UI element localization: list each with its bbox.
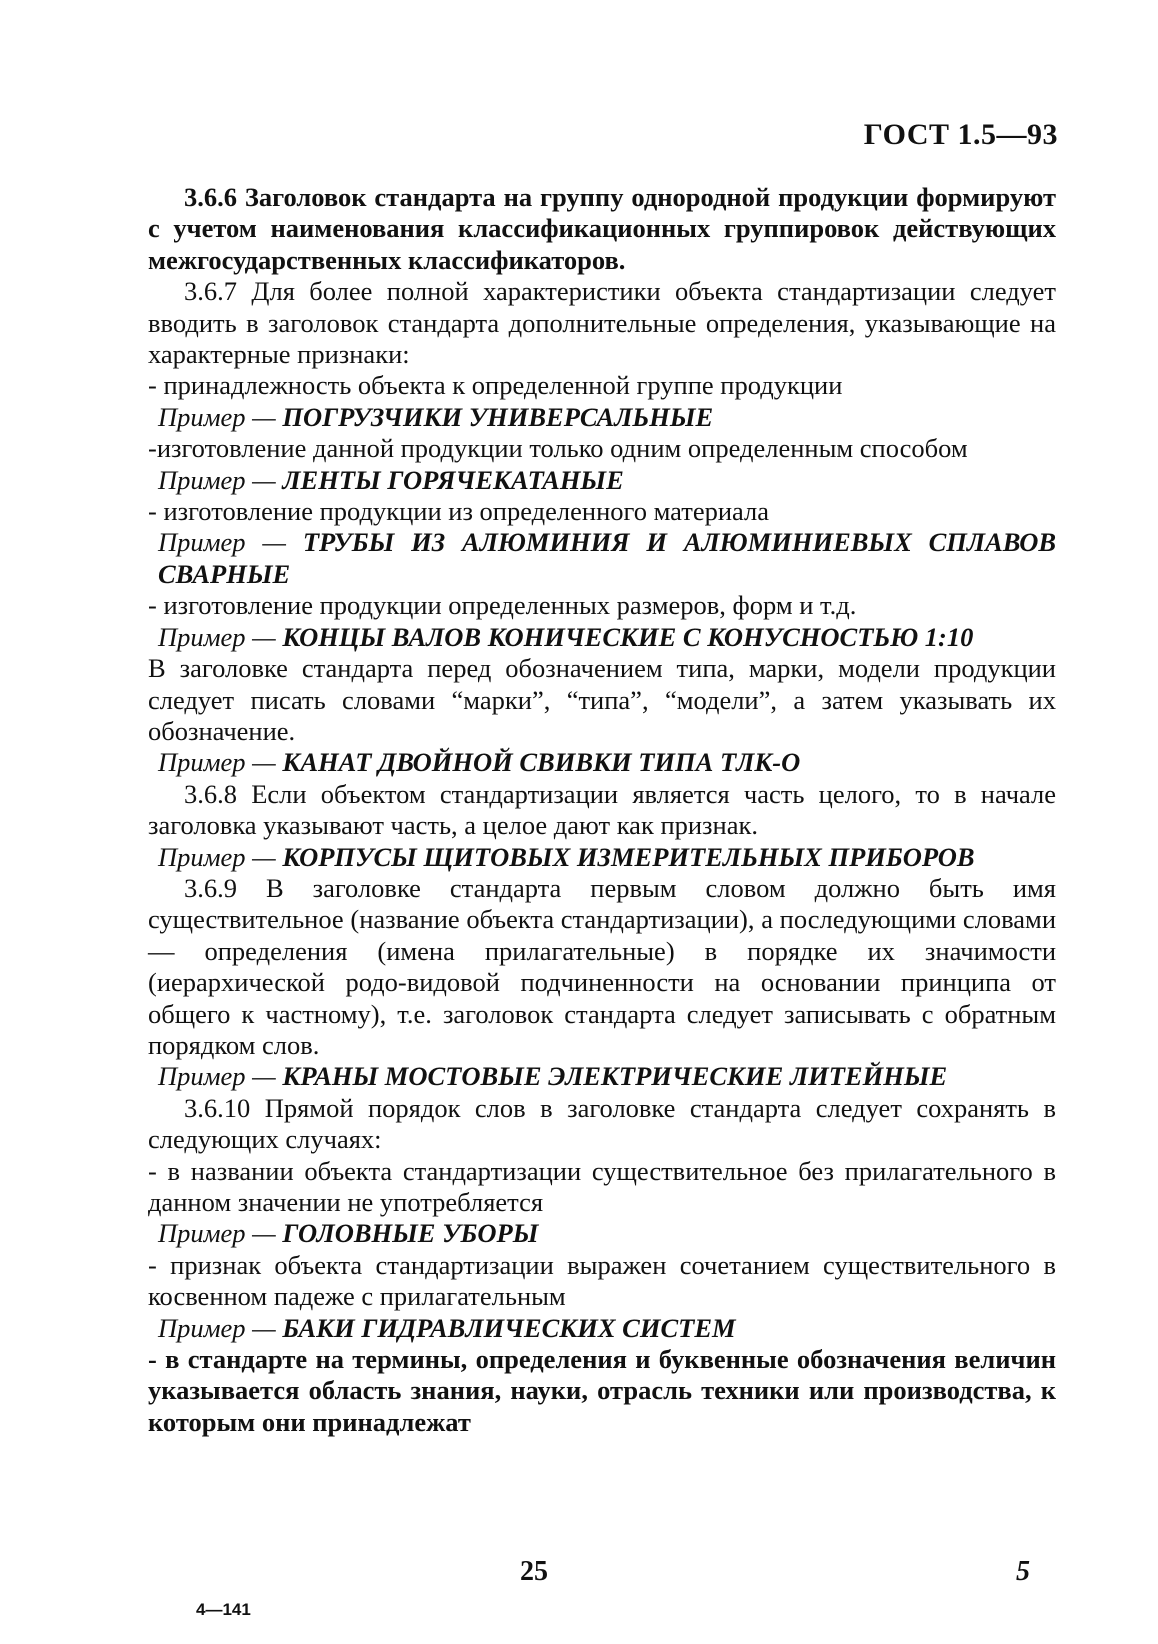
example-label: Пример — — [158, 621, 276, 652]
list-item-paragraph: - изготовление продукции определенных размеров, форм и т.д. — [148, 590, 857, 621]
example-line — [148, 747, 1056, 778]
sheet-number: 5 — [1016, 1556, 1030, 1587]
list-item-paragraph: - принадлежность объекта к определенной группе продукции — [148, 370, 843, 401]
example-title: ПОГРУЗЧИКИ УНИВЕРСАЛЬНЫЕ — [282, 401, 714, 432]
list-item-paragraph: - признак объекта стандартизации выражен сочетанием существительного в косвенном падеже с прилагательным — [148, 1249, 1056, 1312]
example-title: КОНЦЫ ВАЛОВ КОНИЧЕСКИЕ С КОНУСНОСТЬЮ 1:10 — [282, 621, 974, 652]
list-item-paragraph: - в стандарте на термины, определения и буквенные обозначения величин указывается область знания, науки, отрасль техники или производства, к которым они принадлежат — [148, 1344, 1056, 1437]
clause-paragraph: 3.6.6 Заголовок стандарта на группу однородной продукции формируют с учетом наименования классификационных группировок действующих межгосударственных классификаторов. — [148, 182, 1056, 275]
list-item-paragraph: - в названии объекта стандартизации существительное без прилагательного в данном значении не употребляется — [148, 1155, 1056, 1217]
example-label: Пример — — [158, 1061, 276, 1092]
clause-paragraph: 3.6.8 Если объектом стандартизации является часть целого, то в начале заголовка указывают часть, а целое дают как признак. — [148, 778, 1056, 841]
example-label: Пример — — [158, 464, 276, 495]
example-label: Пример — — [158, 747, 276, 778]
example-title: КРАНЫ МОСТОВЫЕ ЭЛЕКТРИЧЕСКИЕ ЛИТЕЙНЫЕ — [282, 1061, 948, 1092]
example-line — [148, 527, 1056, 590]
example-line — [148, 402, 1056, 433]
page-number: 25 — [520, 1556, 548, 1587]
document-body — [148, 182, 1056, 1438]
example-label: Пример — — [158, 1218, 276, 1249]
example-line — [148, 1218, 1056, 1249]
list-item-paragraph: - изготовление продукции из определенного материала — [148, 496, 770, 527]
clause-paragraph: 3.6.7 Для более полной характеристики объекта стандартизации следует вводить в заголовок стандарта дополнительные определения, указывающие на характерные признаки: — [148, 276, 1056, 370]
example-line — [148, 842, 1056, 873]
example-line — [148, 1061, 1056, 1092]
example-label: Пример — — [158, 401, 276, 432]
example-line — [148, 1313, 1056, 1344]
list-item-paragraph: В заголовке стандарта перед обозначением типа, марки, модели продукции следует писать словами “марки”, “типа”, “модели”, а затем указывать их обозначение. — [148, 653, 1056, 746]
print-code: 4—141 — [196, 1600, 251, 1619]
clause-paragraph: 3.6.9 В заголовке стандарта первым словом должно быть имя существительное (название объекта стандартизации), а последующими словами — определения (имена прилагательные) в порядке их значимости (иерархической родо-видовой подчиненности на основании принципа от общего к частному), т.е. заголовок стандарта следует записывать с обратным порядком слов. — [148, 872, 1056, 1060]
example-title: ГОЛОВНЫЕ УБОРЫ — [282, 1218, 539, 1249]
example-line — [148, 465, 1056, 496]
example-label: Пример — — [158, 1312, 276, 1343]
example-title: КОРПУСЫ ЩИТОВЫХ ИЗМЕРИТЕЛЬНЫХ ПРИБОРОВ — [282, 841, 975, 872]
example-title: БАКИ ГИДРАВЛИЧЕСКИХ СИСТЕМ — [282, 1312, 736, 1343]
example-label: Пример — — [158, 841, 276, 872]
example-title: ТРУБЫ ИЗ АЛЮМИНИЯ И АЛЮМИНИЕВЫХ СПЛАВОВ СВАРНЫЕ — [158, 527, 1057, 589]
example-title: КАНАТ ДВОЙНОЙ СВИВКИ ТИПА ТЛК-О — [282, 747, 801, 778]
example-label: Пример — — [158, 527, 286, 558]
example-line — [148, 622, 1056, 653]
list-item-paragraph: -изготовление данной продукции только одним определенным способом — [148, 433, 968, 464]
document-code-header: ГОСТ 1.5—93 — [863, 118, 1058, 151]
example-title: ЛЕНТЫ ГОРЯЧЕКАТАНЫЕ — [282, 464, 624, 495]
clause-paragraph: 3.6.10 Прямой порядок слов в заголовке стандарта следует сохранять в следующих случаях: — [148, 1092, 1056, 1155]
